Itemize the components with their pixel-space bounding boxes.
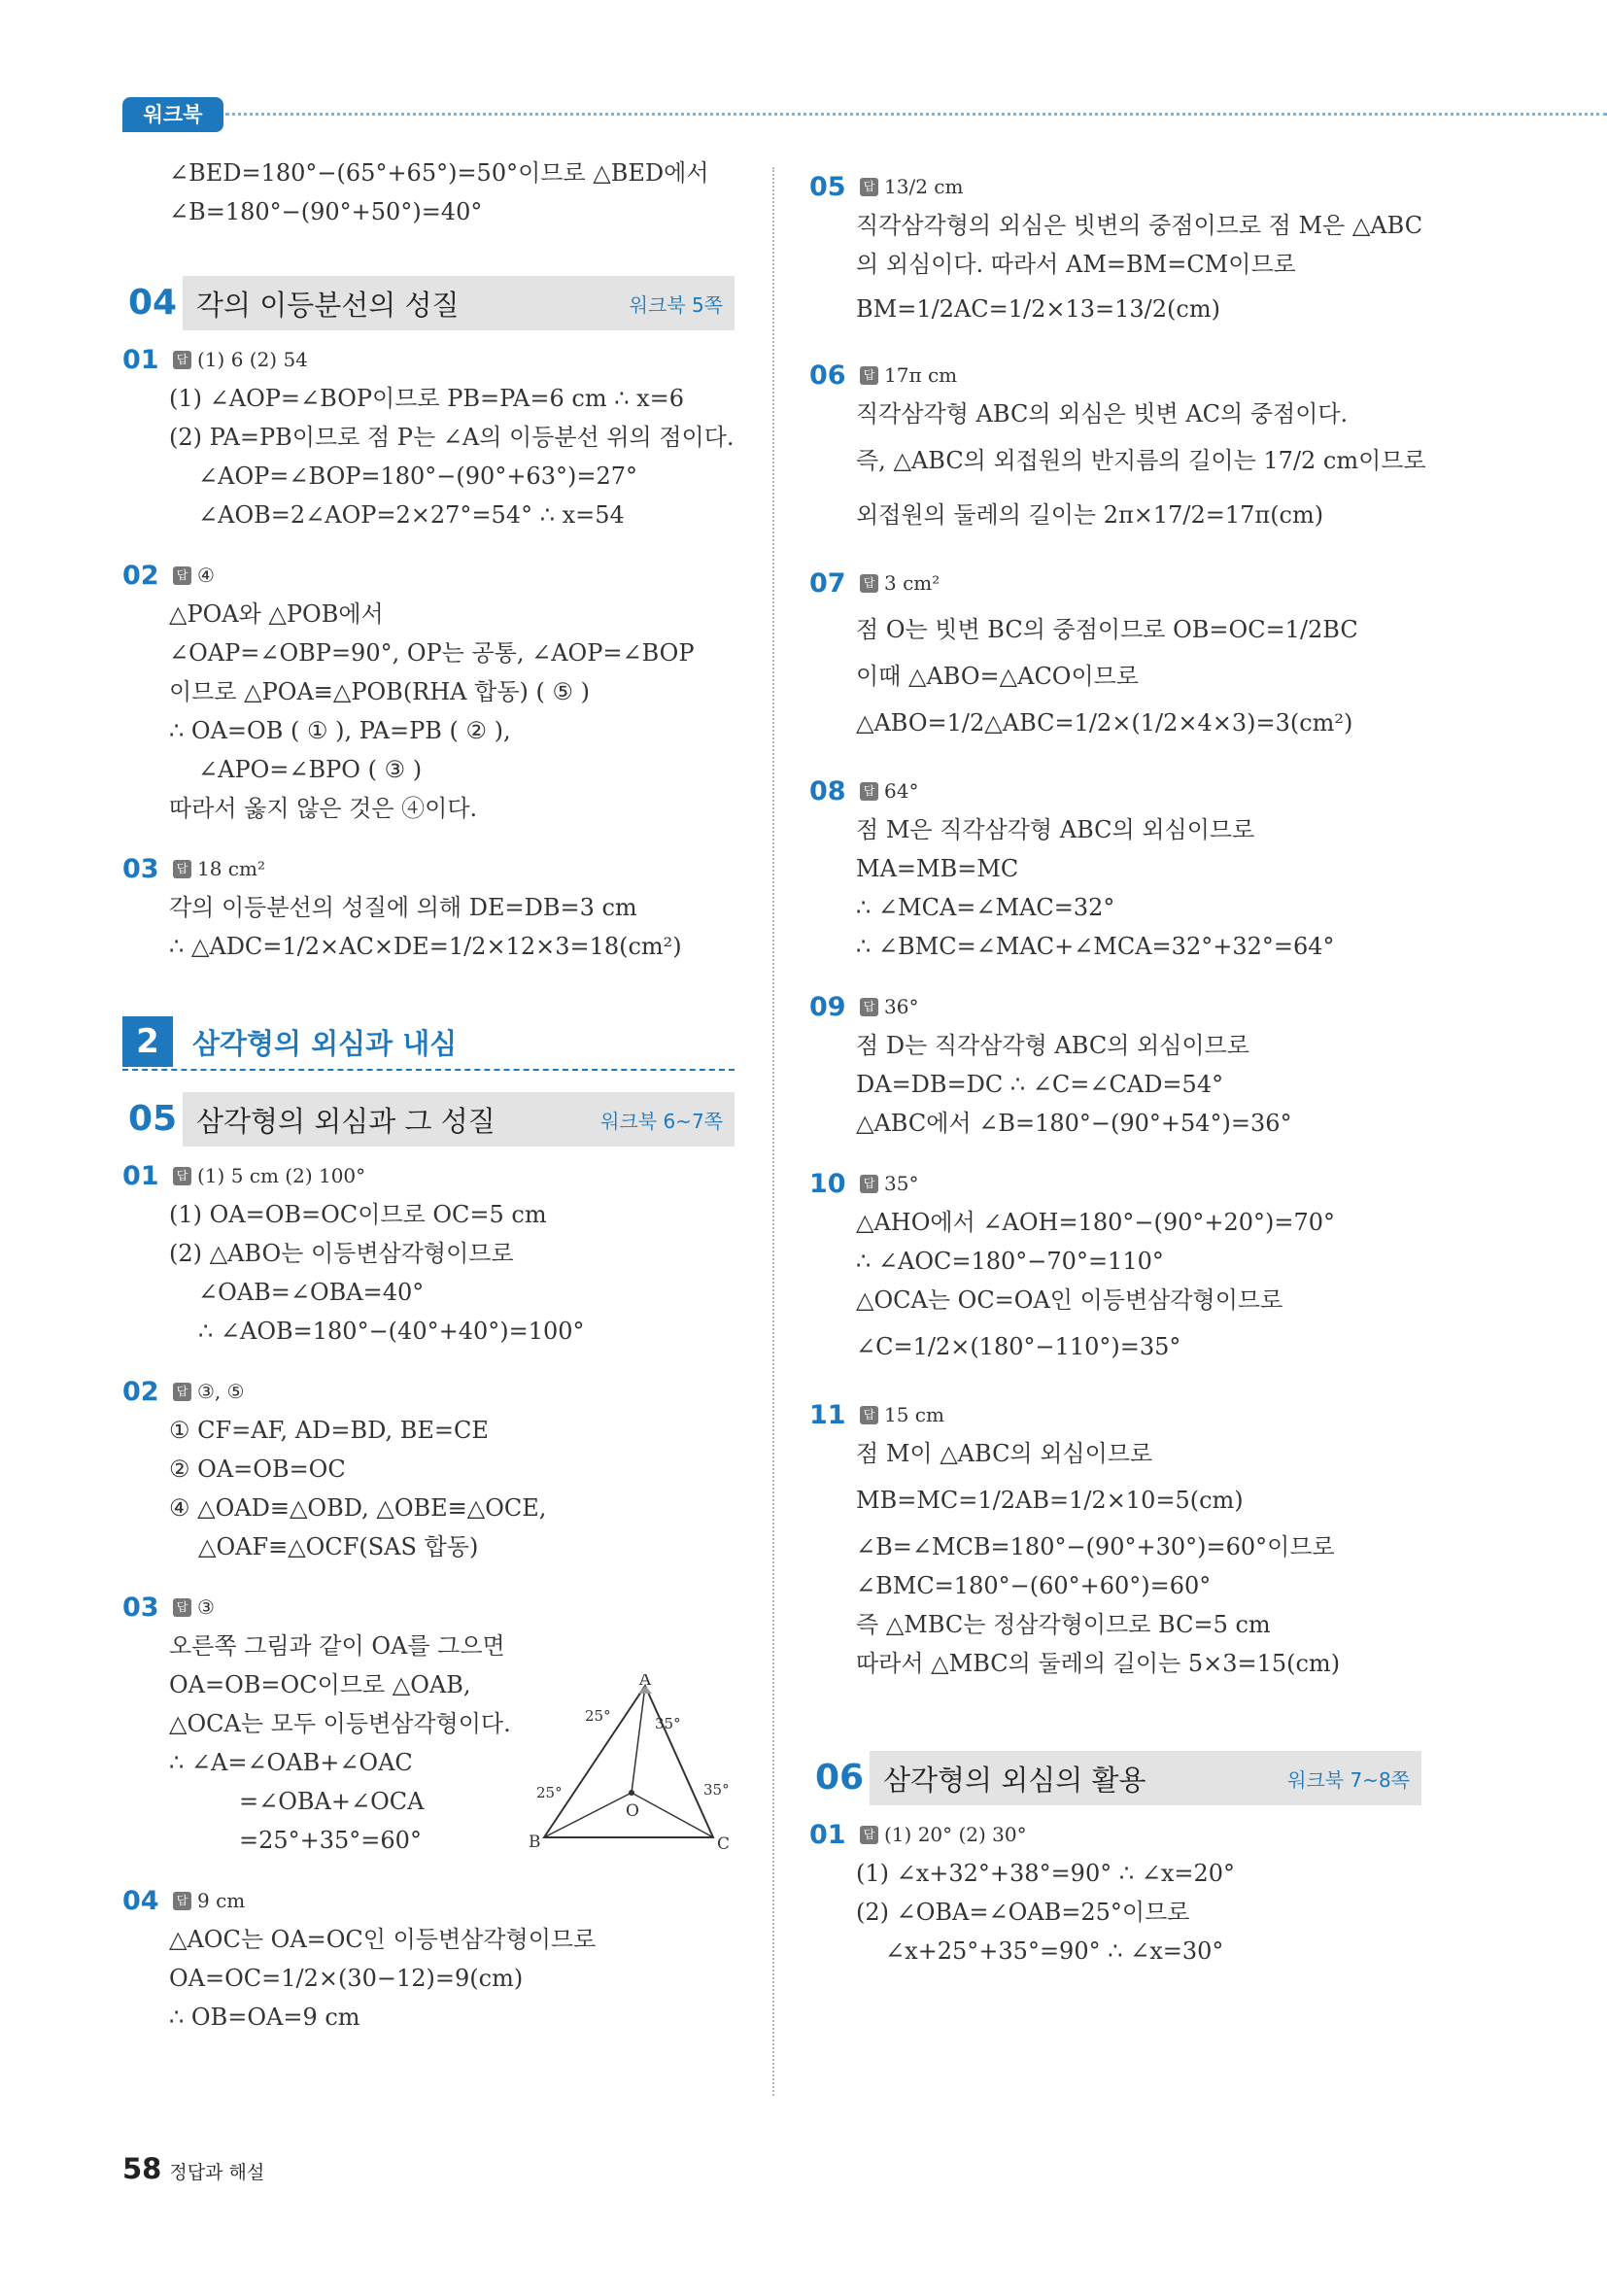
text-line: ∠BED=180°−(65°+65°)=50°이므로 △BED에서: [169, 159, 709, 187]
text-line: 의 외심이다. 따라서 AM=BM=CM이므로: [856, 251, 1296, 278]
text-line: ∠x+25°+35°=90° ∴ ∠x=30°: [885, 1937, 1224, 1965]
segment-oc: [632, 1793, 713, 1837]
problem-number: 05: [809, 171, 846, 202]
problem-header: [122, 1881, 744, 1920]
text-line: 직각삼각형의 외심은 빗변의 중점이므로 점 M은 △ABC: [856, 212, 1423, 239]
section-number: 04: [122, 276, 183, 330]
problem-header: [122, 849, 744, 888]
problem-number: 03: [122, 853, 159, 884]
section-title: 각의 이등분선의 성질: [196, 288, 460, 322]
answer-text: ③: [197, 1595, 215, 1619]
problem-number: 01: [809, 1819, 846, 1850]
text-line: 직각삼각형 ABC의 외심은 빗변 AC의 중점이다.: [856, 400, 1349, 428]
text-line: 점 O는 빗변 BC의 중점이므로 OB=OC=1/2BC: [856, 616, 1358, 643]
problem-header: [122, 556, 744, 595]
problem-header: [809, 987, 1431, 1026]
text-line: (1) OA=OB=OC이므로 OC=5 cm: [169, 1201, 547, 1228]
answer-text: 9 cm: [197, 1889, 246, 1912]
text-line: ∴ OA=OB ( ① ), PA=PB ( ② ),: [169, 717, 511, 744]
text-line: 각의 이등분선의 성질에 의해 DE=DB=3 cm: [169, 894, 637, 921]
answer-icon: 답: [860, 574, 878, 593]
text-line: 오른쪽 그림과 같이 OA를 그으면: [169, 1632, 505, 1660]
text-line: (2) △ABO는 이등변삼각형이므로: [169, 1240, 514, 1267]
text-line: △AOC는 OA=OC인 이등변삼각형이므로: [169, 1926, 597, 1953]
label-a: A: [638, 1674, 652, 1690]
chapter-number: 2: [122, 1016, 173, 1067]
section-workbook-ref: 워크북 5쪽: [629, 292, 723, 317]
section-workbook-ref: 워크북 7~8쪽: [1287, 1767, 1410, 1792]
text-line: MA=MB=MC: [856, 855, 1019, 882]
label-o: O: [626, 1801, 639, 1821]
section-header-05: [122, 1092, 735, 1147]
text-line: 이때 △ABO=△ACO이므로: [856, 663, 1140, 690]
angle-label: 35°: [655, 1715, 681, 1732]
answer-text: 15 cm: [884, 1403, 944, 1426]
text-line: OA=OB=OC이므로 △OAB,: [169, 1671, 471, 1698]
problem-number: 10: [809, 1168, 846, 1199]
problem-header: [809, 1815, 1431, 1854]
section-workbook-ref: 워크북 6~7쪽: [600, 1109, 723, 1133]
problem-number: 01: [122, 1160, 159, 1191]
text-line: =∠OBA+∠OCA: [239, 1788, 425, 1815]
answer-text: (1) 5 cm (2) 100°: [197, 1164, 366, 1187]
answer-icon: 답: [860, 1175, 878, 1193]
text-line: ∠BMC=180°−(60°+60°)=60°: [856, 1572, 1212, 1599]
right-column: [809, 154, 1431, 1970]
problem-number: 03: [122, 1592, 159, 1623]
text-line: (1) ∠x+32°+38°=90° ∴ ∠x=20°: [856, 1860, 1236, 1887]
problem-number: 08: [809, 775, 846, 806]
problem-number: 04: [122, 1885, 159, 1916]
answer-icon: 답: [173, 351, 191, 369]
text-line: ∴ ∠MCA=∠MAC=32°: [856, 894, 1115, 921]
text-line: △ABC에서 ∠B=180°−(90°+54°)=36°: [856, 1110, 1292, 1137]
section-title: 삼각형의 외심의 활용: [883, 1763, 1146, 1797]
text-line: ∴ ∠BMC=∠MAC+∠MCA=32°+32°=64°: [856, 933, 1335, 960]
problem-header: [122, 1588, 744, 1627]
answer-icon: 답: [173, 566, 191, 585]
problem-header: [122, 1156, 744, 1195]
angle-label: 25°: [585, 1707, 611, 1725]
text-line: ∠OAP=∠OBP=90°, OP는 공통, ∠AOP=∠BOP: [169, 639, 695, 667]
page-number: 58: [122, 2152, 162, 2185]
text-line: ∴ ∠AOC=180°−70°=110°: [856, 1248, 1164, 1275]
text-line: 따라서 △MBC의 둘레의 길이는 5×3=15(cm): [856, 1650, 1341, 1677]
label-b: B: [529, 1833, 541, 1852]
problem-number: 09: [809, 991, 846, 1022]
problem-number: 11: [809, 1399, 846, 1430]
answer-icon: 답: [860, 998, 878, 1016]
point-o: [629, 1790, 634, 1796]
text-line: △OCA는 OC=OA인 이등변삼각형이므로: [856, 1286, 1283, 1314]
text-line: 외접원의 둘레의 길이는 2π×17/2=17π(cm): [856, 501, 1324, 529]
answer-icon: 답: [860, 1406, 878, 1424]
text-line: △ABO=1/2△ABC=1/2×(1/2×4×3)=3(cm²): [856, 709, 1353, 737]
text-line: ∴ ∠AOB=180°−(40°+40°)=100°: [198, 1318, 585, 1345]
problem-header: [122, 1372, 744, 1411]
answer-icon: 답: [173, 860, 191, 878]
answer-text: 17π cm: [884, 363, 958, 387]
angle-label: 25°: [536, 1784, 563, 1801]
answer-icon: 답: [173, 1383, 191, 1401]
problem-number: 06: [809, 360, 846, 391]
answer-icon: 답: [860, 1826, 878, 1844]
section-header-04: [122, 276, 735, 330]
answer-text: 13/2 cm: [884, 175, 964, 198]
text-line: DA=DB=DC ∴ ∠C=∠CAD=54°: [856, 1071, 1224, 1098]
text-line: ∠C=1/2×(180°−110°)=35°: [856, 1333, 1181, 1360]
problem-header: [122, 340, 744, 379]
problem-header: [809, 771, 1431, 810]
section-number: 06: [809, 1751, 870, 1805]
text-line: ∠B=180°−(90°+50°)=40°: [169, 198, 483, 225]
text-line: ∠AOP=∠BOP=180°−(90°+63°)=27°: [198, 463, 637, 490]
section-header-06: [809, 1751, 1421, 1805]
text-line: ∠AOB=2∠AOP=2×27°=54° ∴ x=54: [198, 501, 625, 529]
workbook-tag: 워크북: [122, 97, 223, 132]
answer-icon: 답: [173, 1892, 191, 1910]
text-line: 이므로 △POA≡△POB(RHA 합동) ( ⑤ ): [169, 678, 591, 705]
section-number: 05: [122, 1092, 183, 1147]
answer-icon: 답: [860, 782, 878, 801]
footer-label: 정답과 해설: [169, 2162, 265, 2183]
answer-text: 35°: [884, 1172, 919, 1195]
text-line: ∴ ∠A=∠OAB+∠OAC: [169, 1749, 413, 1776]
problem-header: [809, 167, 1431, 206]
answer-text: 18 cm²: [197, 857, 265, 880]
chapter-header: [122, 1014, 735, 1071]
text-line: ∠APO=∠BPO ( ③ ): [198, 756, 423, 783]
problem-header: [809, 1164, 1431, 1203]
text-line: MB=MC=1/2AB=1/2×10=5(cm): [856, 1487, 1244, 1514]
problem-number: 02: [122, 560, 159, 591]
answer-text: (1) 6 (2) 54: [197, 348, 308, 371]
answer-icon: 답: [173, 1167, 191, 1185]
text-line: 점 M은 직각삼각형 ABC의 외심이므로: [856, 816, 1255, 843]
text-line: △POA와 △POB에서: [169, 600, 384, 628]
text-line: 즉 △MBC는 정삼각형이므로 BC=5 cm: [856, 1611, 1271, 1638]
text-line: =25°+35°=60°: [239, 1827, 422, 1854]
triangle-circumcenter-figure: [525, 1674, 738, 1859]
section-title: 삼각형의 외심과 그 성질: [196, 1104, 496, 1138]
answer-text: (1) 20° (2) 30°: [884, 1823, 1027, 1846]
answer-icon: 답: [860, 178, 878, 196]
text-line: 즉, △ABC의 외접원의 반지름의 길이는 17/2 cm이므로: [856, 447, 1426, 474]
answer-text: 64°: [884, 779, 919, 803]
text-line: △OAF≡△OCF(SAS 합동): [198, 1533, 479, 1560]
chapter-title: 삼각형의 외심과 내심: [192, 1026, 458, 1060]
answer-icon: 답: [860, 366, 878, 385]
problem-header: [809, 564, 1431, 602]
text-line: ∴ △ADC=1/2×AC×DE=1/2×12×3=18(cm²): [169, 933, 682, 960]
text-line: △AHO에서 ∠AOH=180°−(90°+20°)=70°: [856, 1209, 1336, 1236]
text-line: BM=1/2AC=1/2×13=13/2(cm): [856, 295, 1220, 323]
text-line: (1) ∠AOP=∠BOP이므로 PB=PA=6 cm ∴ x=6: [169, 385, 685, 412]
text-line: ∠OAB=∠OBA=40°: [198, 1279, 425, 1306]
text-line: OA=OC=1/2×(30−12)=9(cm): [169, 1965, 524, 1992]
text-line: ④ △OAD≡△OBD, △OBE≡△OCE,: [169, 1494, 547, 1522]
answer-text: 3 cm²: [884, 571, 940, 595]
text-line: ∴ OB=OA=9 cm: [169, 2004, 360, 2031]
problem-header: [809, 356, 1431, 394]
angle-label: 35°: [703, 1781, 730, 1799]
text-line: ② OA=OB=OC: [169, 1456, 346, 1483]
text-line: ① CF=AF, AD=BD, BE=CE: [169, 1417, 489, 1444]
answer-text: ④: [197, 564, 215, 587]
problem-header: [809, 1395, 1431, 1434]
answer-text: ③, ⑤: [197, 1380, 245, 1403]
problem-number: 01: [122, 344, 159, 375]
answer-icon: 답: [173, 1598, 191, 1617]
text-line: 따라서 옳지 않은 것은 ④이다.: [169, 795, 478, 822]
text-line: 점 M이 △ABC의 외심이므로: [856, 1440, 1153, 1467]
column-divider: [772, 167, 774, 2096]
problem-number: 02: [122, 1376, 159, 1407]
page-footer: [122, 2152, 264, 2185]
text-line: (2) PA=PB이므로 점 P는 ∠A의 이등분선 위의 점이다.: [169, 424, 735, 451]
text-line: ∠B=∠MCB=180°−(90°+30°)=60°이므로: [856, 1533, 1335, 1560]
header-dotted-rule: [225, 113, 1607, 116]
text-line: 점 D는 직각삼각형 ABC의 외심이므로: [856, 1032, 1249, 1059]
answer-text: 36°: [884, 995, 919, 1018]
label-c: C: [717, 1834, 731, 1854]
problem-number: 07: [809, 567, 846, 599]
text-line: (2) ∠OBA=∠OAB=25°이므로: [856, 1899, 1190, 1926]
text-line: △OCA는 모두 이등변삼각형이다.: [169, 1710, 511, 1737]
